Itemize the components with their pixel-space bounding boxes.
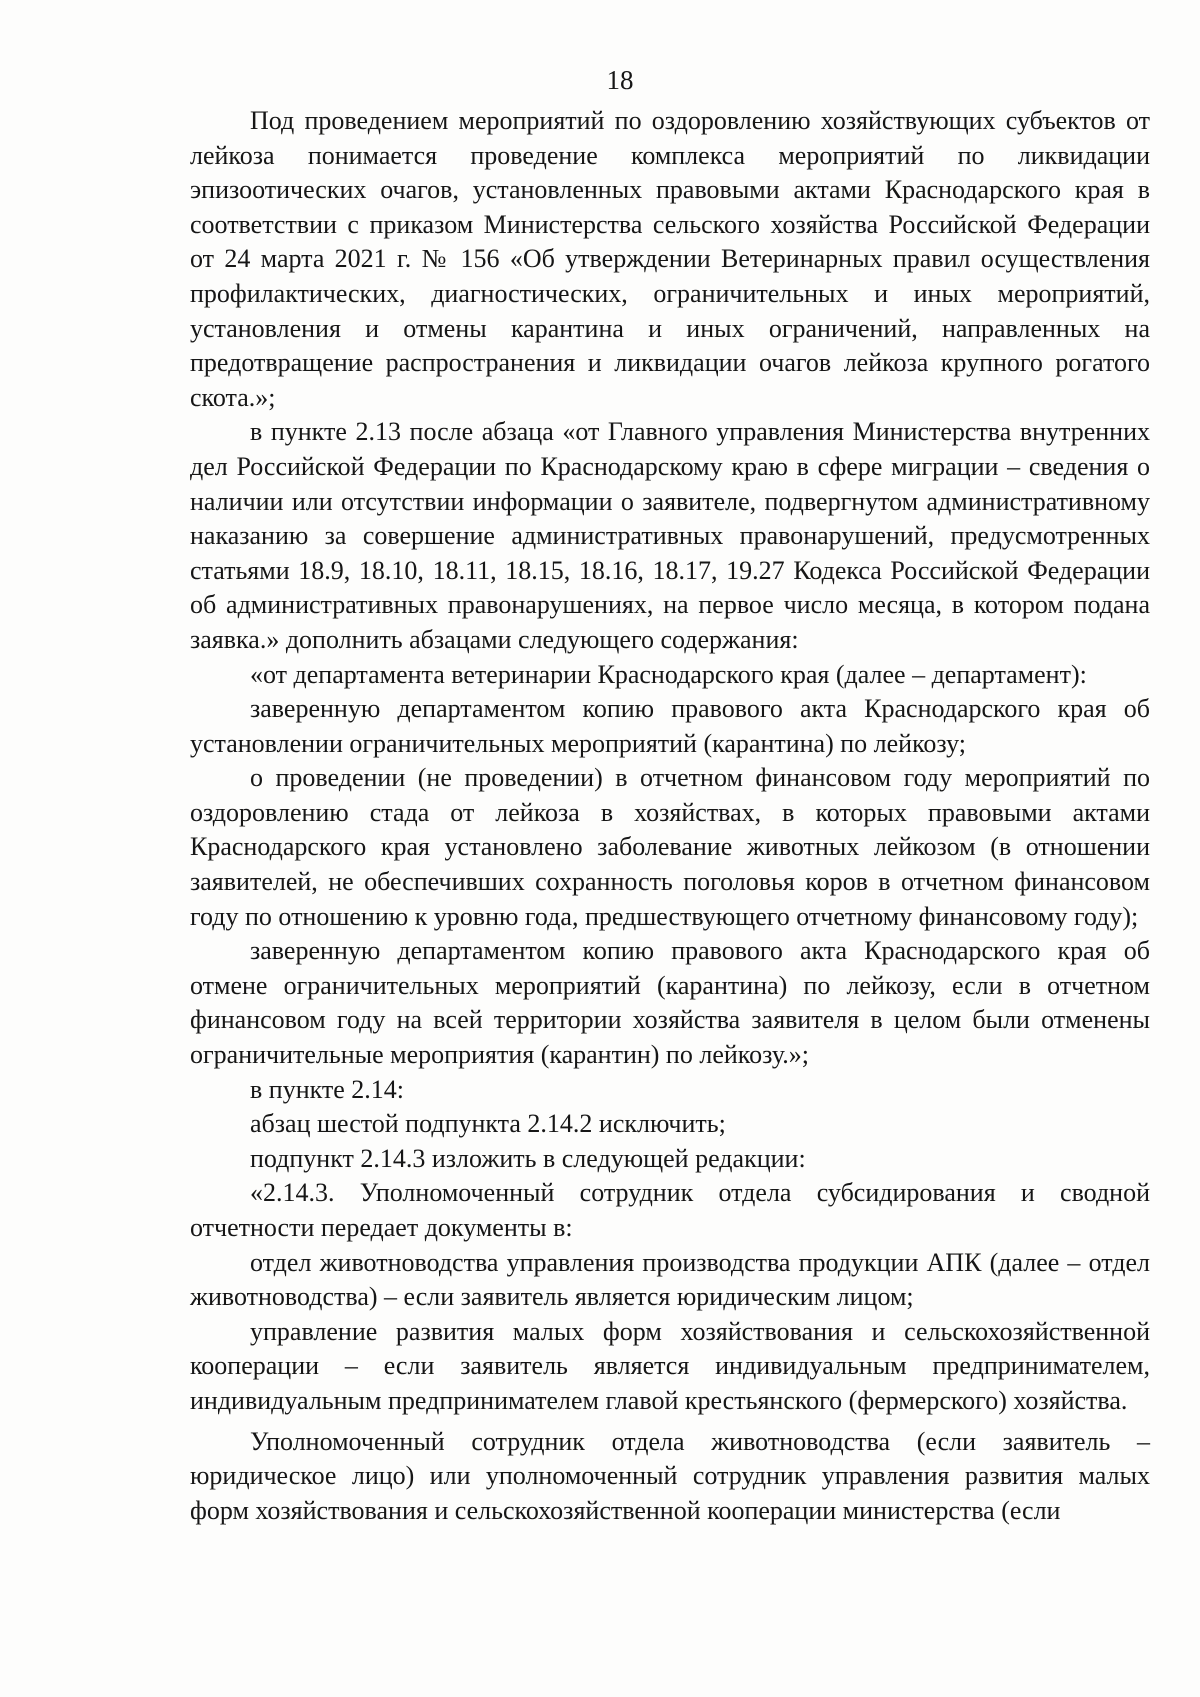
paragraph-small-farms-dept: управление развития малых форм хозяйствования и сельскохозяйственной кооперации – если заявитель является индивидуальным предпринимателем, индивидуальным предпринимателем главой крестьянского (фермерского) хозяйства. [190,1316,1150,1415]
paragraph-clause-2-13: в пункте 2.13 после абзаца «от Главного управления Министерства внутренних дел Российской Федерации по Краснодарскому краю в сфере миграции – сведения о наличии или отсутствии информации о заявителе, подвергнутом административному наказанию за совершение административных правонарушений, предусмотренных статьями 18.9, 18.10, 18.11, 18.15, 18.16, 18.17, 19.27 Кодекса Российской Федерации об административных правонарушениях, на первое число месяца, в котором подана заявка.» дополнить абзацами следующего содержания: [190,417,1150,654]
paragraph-quarantine-copy: заверенную департаментом копию правового акта Краснодарского края об установлении ограничительных мероприятий (карантина) по лейкозу; [190,694,1150,758]
paragraph-clause-2-14: в пункте 2.14: [250,1074,405,1104]
paragraph-authorized-employee: Уполномоченный сотрудник отдела животноводства (если заявитель – юридическое лицо) или уполномоченный сотрудник управления развития малых форм хозяйствования и сельскохозяйственной кооперации министерства (если [190,1426,1150,1525]
paragraph-quarantine-cancel: заверенную департаментом копию правового акта Краснодарского края об отмене ограничительных мероприятий (карантина) по лейкозу, если в отчетном финансовом году на всей территории хозяйства заявителя в целом были отменены ограничительные мероприятия (карантин) по лейкозу.»; [190,936,1150,1070]
paragraph-exclude-2-14-2: абзац шестой подпункта 2.14.2 исключить; [250,1109,726,1139]
paragraph-leukosis-definition: Под проведением мероприятий по оздоровлению хозяйствующих субъектов от лейкоза понимается проведение комплекса мероприятий по ликвидации эпизоотических очагов, установленных правовыми актами Краснодарского края в соответствии с приказом Министерства сельского хозяйства Российской Федерации от 24 марта 2021 г. № 156 «Об утверждении Ветеринарных правил осуществления профилактических, диагностических, ограничительных и иных мероприятий, установления и отмены карантина и иных ограничений, направленных на предотвращение распространения и ликвидации очагов лейкоза крупного рогатого скота.»; [190,106,1150,412]
document-body [190,104,1150,1528]
paragraph-herd-recovery: о проведении (не проведении) в отчетном финансовом году мероприятий по оздоровлению стада от лейкоза в хозяйствах, в которых правовыми актами Краснодарского края установлено заболевание животных лейкозом (в отношении заявителей, не обеспечивших сохранность поголовья коров в отчетном финансовом году по отношению к уровню года, предшествующего отчетному финансовому году); [190,763,1150,931]
paragraph-2-14-3-intro: подпункт 2.14.3 изложить в следующей редакции: [250,1143,806,1173]
paragraph-vet-department: «от департамента ветеринарии Краснодарского края (далее – департамент): [250,659,1087,689]
paragraph-livestock-dept: отдел животноводства управления производства продукции АПК (далее – отдел животноводства) – если заявитель является юридическим лицом; [190,1247,1150,1312]
paragraph-2-14-3-text: «2.14.3. Уполномоченный сотрудник отдела субсидирования и сводной отчетности передает документы в: [190,1178,1150,1242]
page-number: 18 [606,65,634,95]
